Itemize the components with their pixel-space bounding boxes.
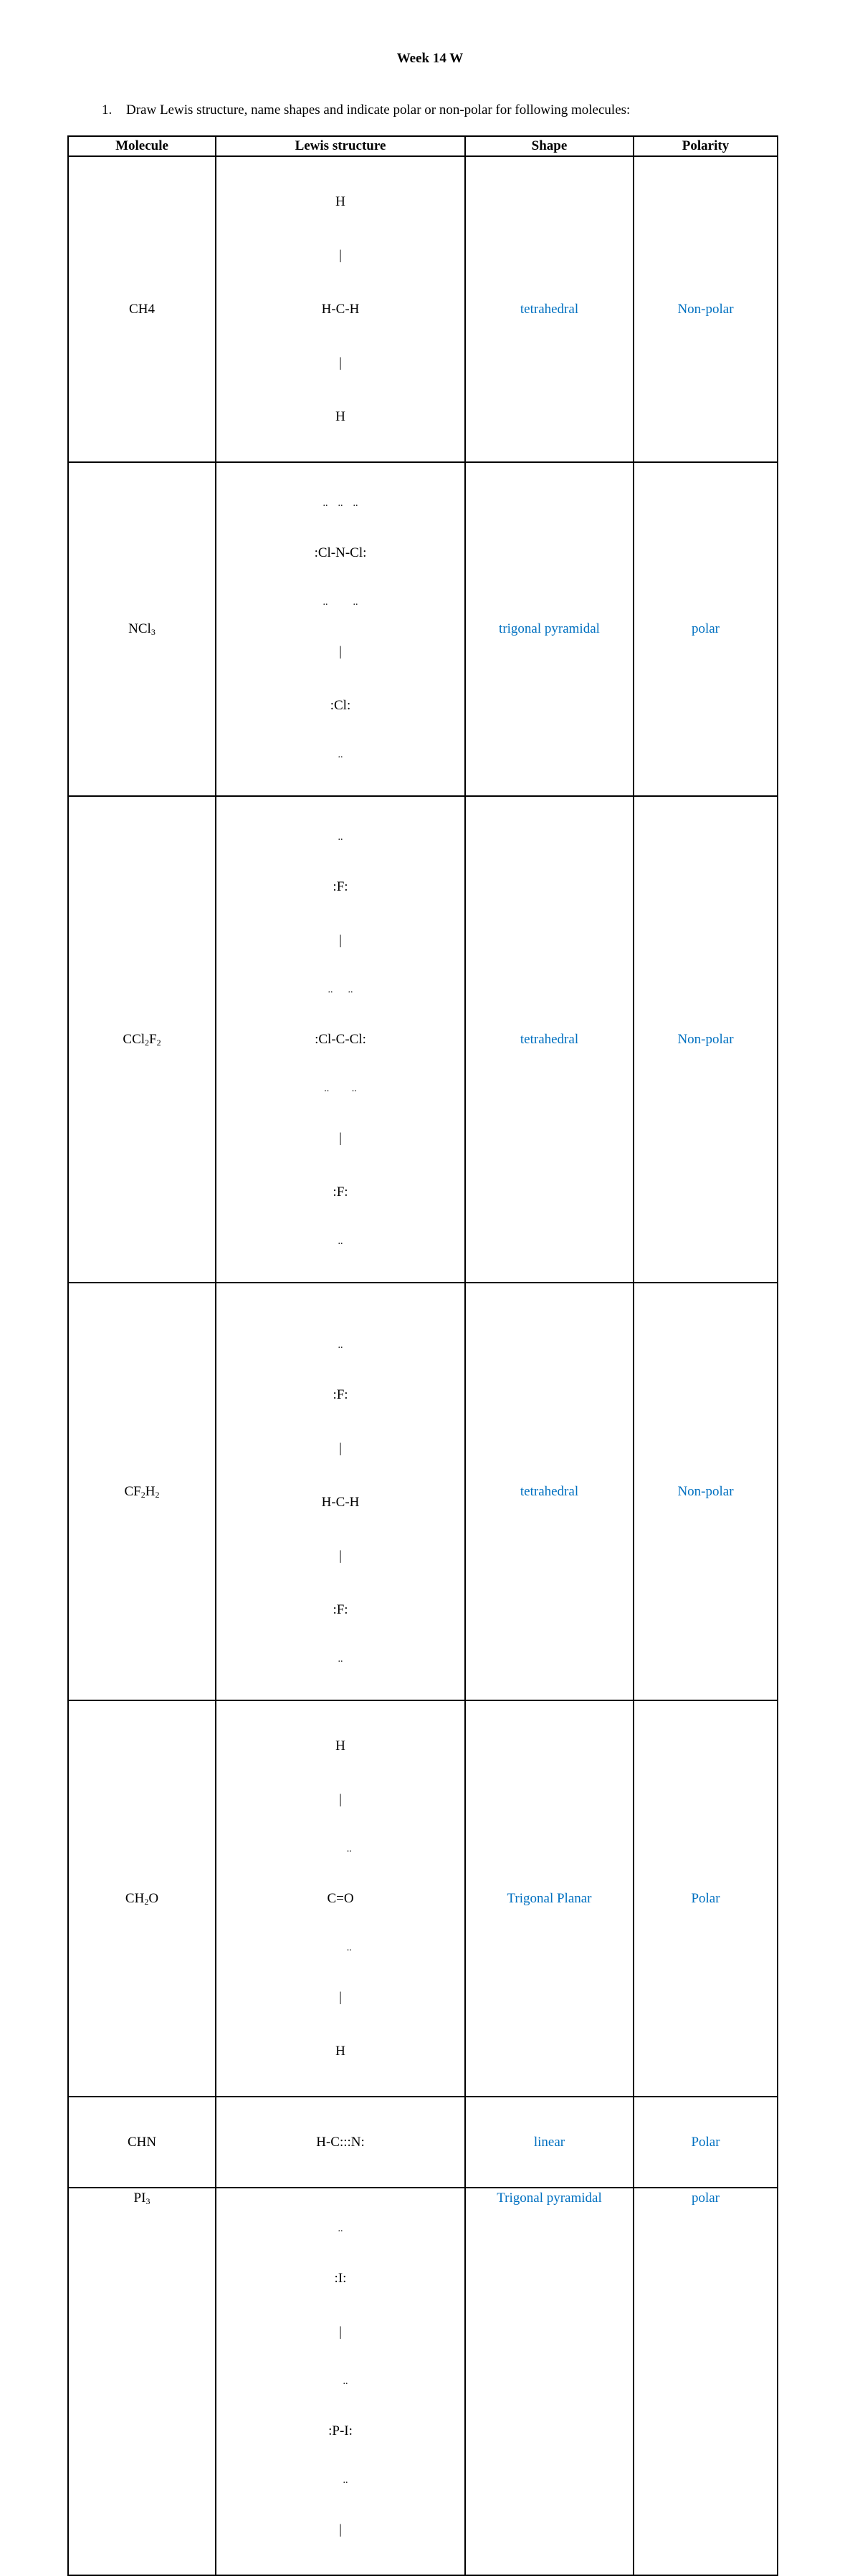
table-row: [68, 2097, 778, 2188]
lewis-line: H: [335, 409, 345, 424]
molecule-formula: CH: [125, 1890, 145, 1906]
lewis-cell: [216, 796, 465, 1283]
molecule-cell: [68, 796, 216, 1283]
polarity-cell: Non-polar: [634, 156, 778, 462]
lewis-cell: [216, 462, 465, 796]
polarity-cell: Polar: [634, 1700, 778, 2097]
molecule-cell: [68, 1283, 216, 1700]
lewis-line: ..: [333, 2376, 348, 2387]
molecule-subscript: 2: [156, 1037, 161, 1048]
table-row: [68, 796, 778, 1283]
lewis-line: |: [339, 933, 342, 948]
header-row: [68, 136, 778, 156]
lewis-line: ..: [338, 2223, 343, 2234]
lewis-line: ..: [338, 1654, 343, 1665]
lewis-line: H-C:::N:: [316, 2135, 365, 2150]
polarity-cell: Non-polar: [634, 796, 778, 1283]
header-molecule: Molecule: [68, 136, 216, 156]
table-row: [68, 462, 778, 796]
molecule-subscript: 2: [140, 1489, 145, 1500]
polarity-cell: Non-polar: [634, 1283, 778, 1700]
molecule-formula: NCl: [128, 621, 151, 636]
lewis-line: |: [339, 2522, 342, 2537]
polarity-text: polar: [691, 2190, 720, 2206]
molecule-cell: [68, 2188, 216, 2575]
lewis-structure: [315, 463, 367, 795]
lewis-line: :Cl-N-Cl:: [314, 545, 367, 560]
molecule-cell: CHN: [68, 2097, 216, 2188]
polarity-cell: polar: [634, 462, 778, 796]
shape-text: Trigonal pyramidal: [497, 2190, 602, 2206]
lewis-line: |: [339, 1548, 342, 1564]
lewis-line: H-C-H: [321, 302, 360, 317]
shape-cell: [465, 2188, 634, 2575]
lewis-line: |: [339, 644, 342, 659]
lewis-line: |: [339, 2324, 342, 2340]
molecule-formula: H: [145, 1483, 156, 1499]
table-row: [68, 156, 778, 462]
lewis-line: :Cl:: [330, 698, 351, 713]
lewis-line: H: [335, 1738, 345, 1753]
lewis-structure: [316, 2097, 365, 2187]
instruction-text: Draw Lewis structure, name shapes and indicate polar or non-polar for following molecules:: [126, 102, 631, 118]
lewis-line: |: [339, 1990, 342, 2005]
molecule-formula: CF: [124, 1483, 141, 1499]
lewis-line: :F:: [333, 1602, 348, 1617]
lewis-line: ..: [329, 1844, 352, 1854]
molecule-subscript: 2: [155, 1489, 160, 1500]
shape-cell: linear: [465, 2097, 634, 2188]
lewis-cell: [216, 1283, 465, 1700]
lewis-cell: [216, 2097, 465, 2188]
lewis-line: H: [335, 194, 345, 209]
lewis-line: |: [339, 1792, 342, 1807]
molecule-cell: [68, 462, 216, 796]
lewis-line: |: [339, 1131, 342, 1146]
lewis-line: .. .. ..: [322, 498, 358, 509]
lewis-cell: [216, 1700, 465, 2097]
shape-cell: trigonal pyramidal: [465, 462, 634, 796]
lewis-line: :F:: [333, 879, 348, 894]
molecule-subscript: 2: [144, 1896, 149, 1907]
lewis-cell: [216, 156, 465, 462]
molecule-subscript: 3: [145, 2196, 150, 2206]
molecule-formula-wrap: [134, 2190, 150, 2206]
lewis-line: :F:: [333, 1184, 348, 1200]
header-lewis-structure: Lewis structure: [216, 136, 465, 156]
molecule-formula: CCl: [123, 1031, 145, 1047]
polarity-cell: Polar: [634, 2097, 778, 2188]
lewis-line: |: [339, 248, 342, 263]
lewis-cell: [216, 2188, 465, 2575]
polarity-cell: [634, 2188, 778, 2575]
lewis-structure: [323, 2188, 358, 2575]
molecule-subscript: 2: [145, 1037, 150, 1048]
lewis-line: C=O: [327, 1891, 354, 1906]
instruction-number: 1.: [102, 102, 113, 118]
molecule-formula: PI: [133, 2190, 146, 2206]
header-polarity: Polarity: [634, 136, 778, 156]
lewis-line: |: [339, 1441, 342, 1456]
molecule-formula: F: [149, 1031, 157, 1047]
lewis-line: .. ..: [328, 985, 353, 995]
lewis-line: H: [335, 2044, 345, 2059]
molecule-subscript: 3: [150, 627, 156, 637]
lewis-line: .. ..: [322, 597, 358, 608]
lewis-structure: [323, 1701, 358, 2096]
molecule-formula: O: [148, 1890, 159, 1906]
shape-cell: tetrahedral: [465, 1283, 634, 1700]
lewis-line: .. ..: [324, 1083, 357, 1094]
lewis-line: :I:: [334, 2271, 347, 2286]
lewis-line: :Cl-C-Cl:: [315, 1032, 366, 1047]
table-row: [68, 1700, 778, 2097]
lewis-line: ..: [338, 832, 343, 843]
shape-cell: tetrahedral: [465, 156, 634, 462]
lewis-structure: [315, 797, 366, 1282]
lewis-structure: [322, 1305, 360, 1700]
lewis-structure: [322, 157, 360, 461]
lewis-line: ..: [333, 2475, 348, 2486]
lewis-line: :P-I:: [328, 2423, 353, 2438]
table-row: [68, 1283, 778, 1700]
header-shape: Shape: [465, 136, 634, 156]
molecule-cell: [68, 1700, 216, 2097]
table-row: [68, 2188, 778, 2575]
lewis-line: ..: [338, 1340, 343, 1351]
lewis-line: |: [339, 355, 342, 370]
instruction: [102, 102, 630, 118]
lewis-line: H-C-H: [321, 1495, 360, 1510]
molecule-cell: CH4: [68, 156, 216, 462]
molecule-table: [67, 135, 778, 2576]
lewis-line: ..: [338, 1236, 343, 1247]
shape-cell: tetrahedral: [465, 796, 634, 1283]
lewis-line: ..: [329, 1943, 352, 1953]
lewis-line: ..: [338, 750, 343, 760]
page-title: Week 14 W: [396, 51, 464, 66]
lewis-line: :F:: [333, 1387, 348, 1402]
shape-cell: Trigonal Planar: [465, 1700, 634, 2097]
